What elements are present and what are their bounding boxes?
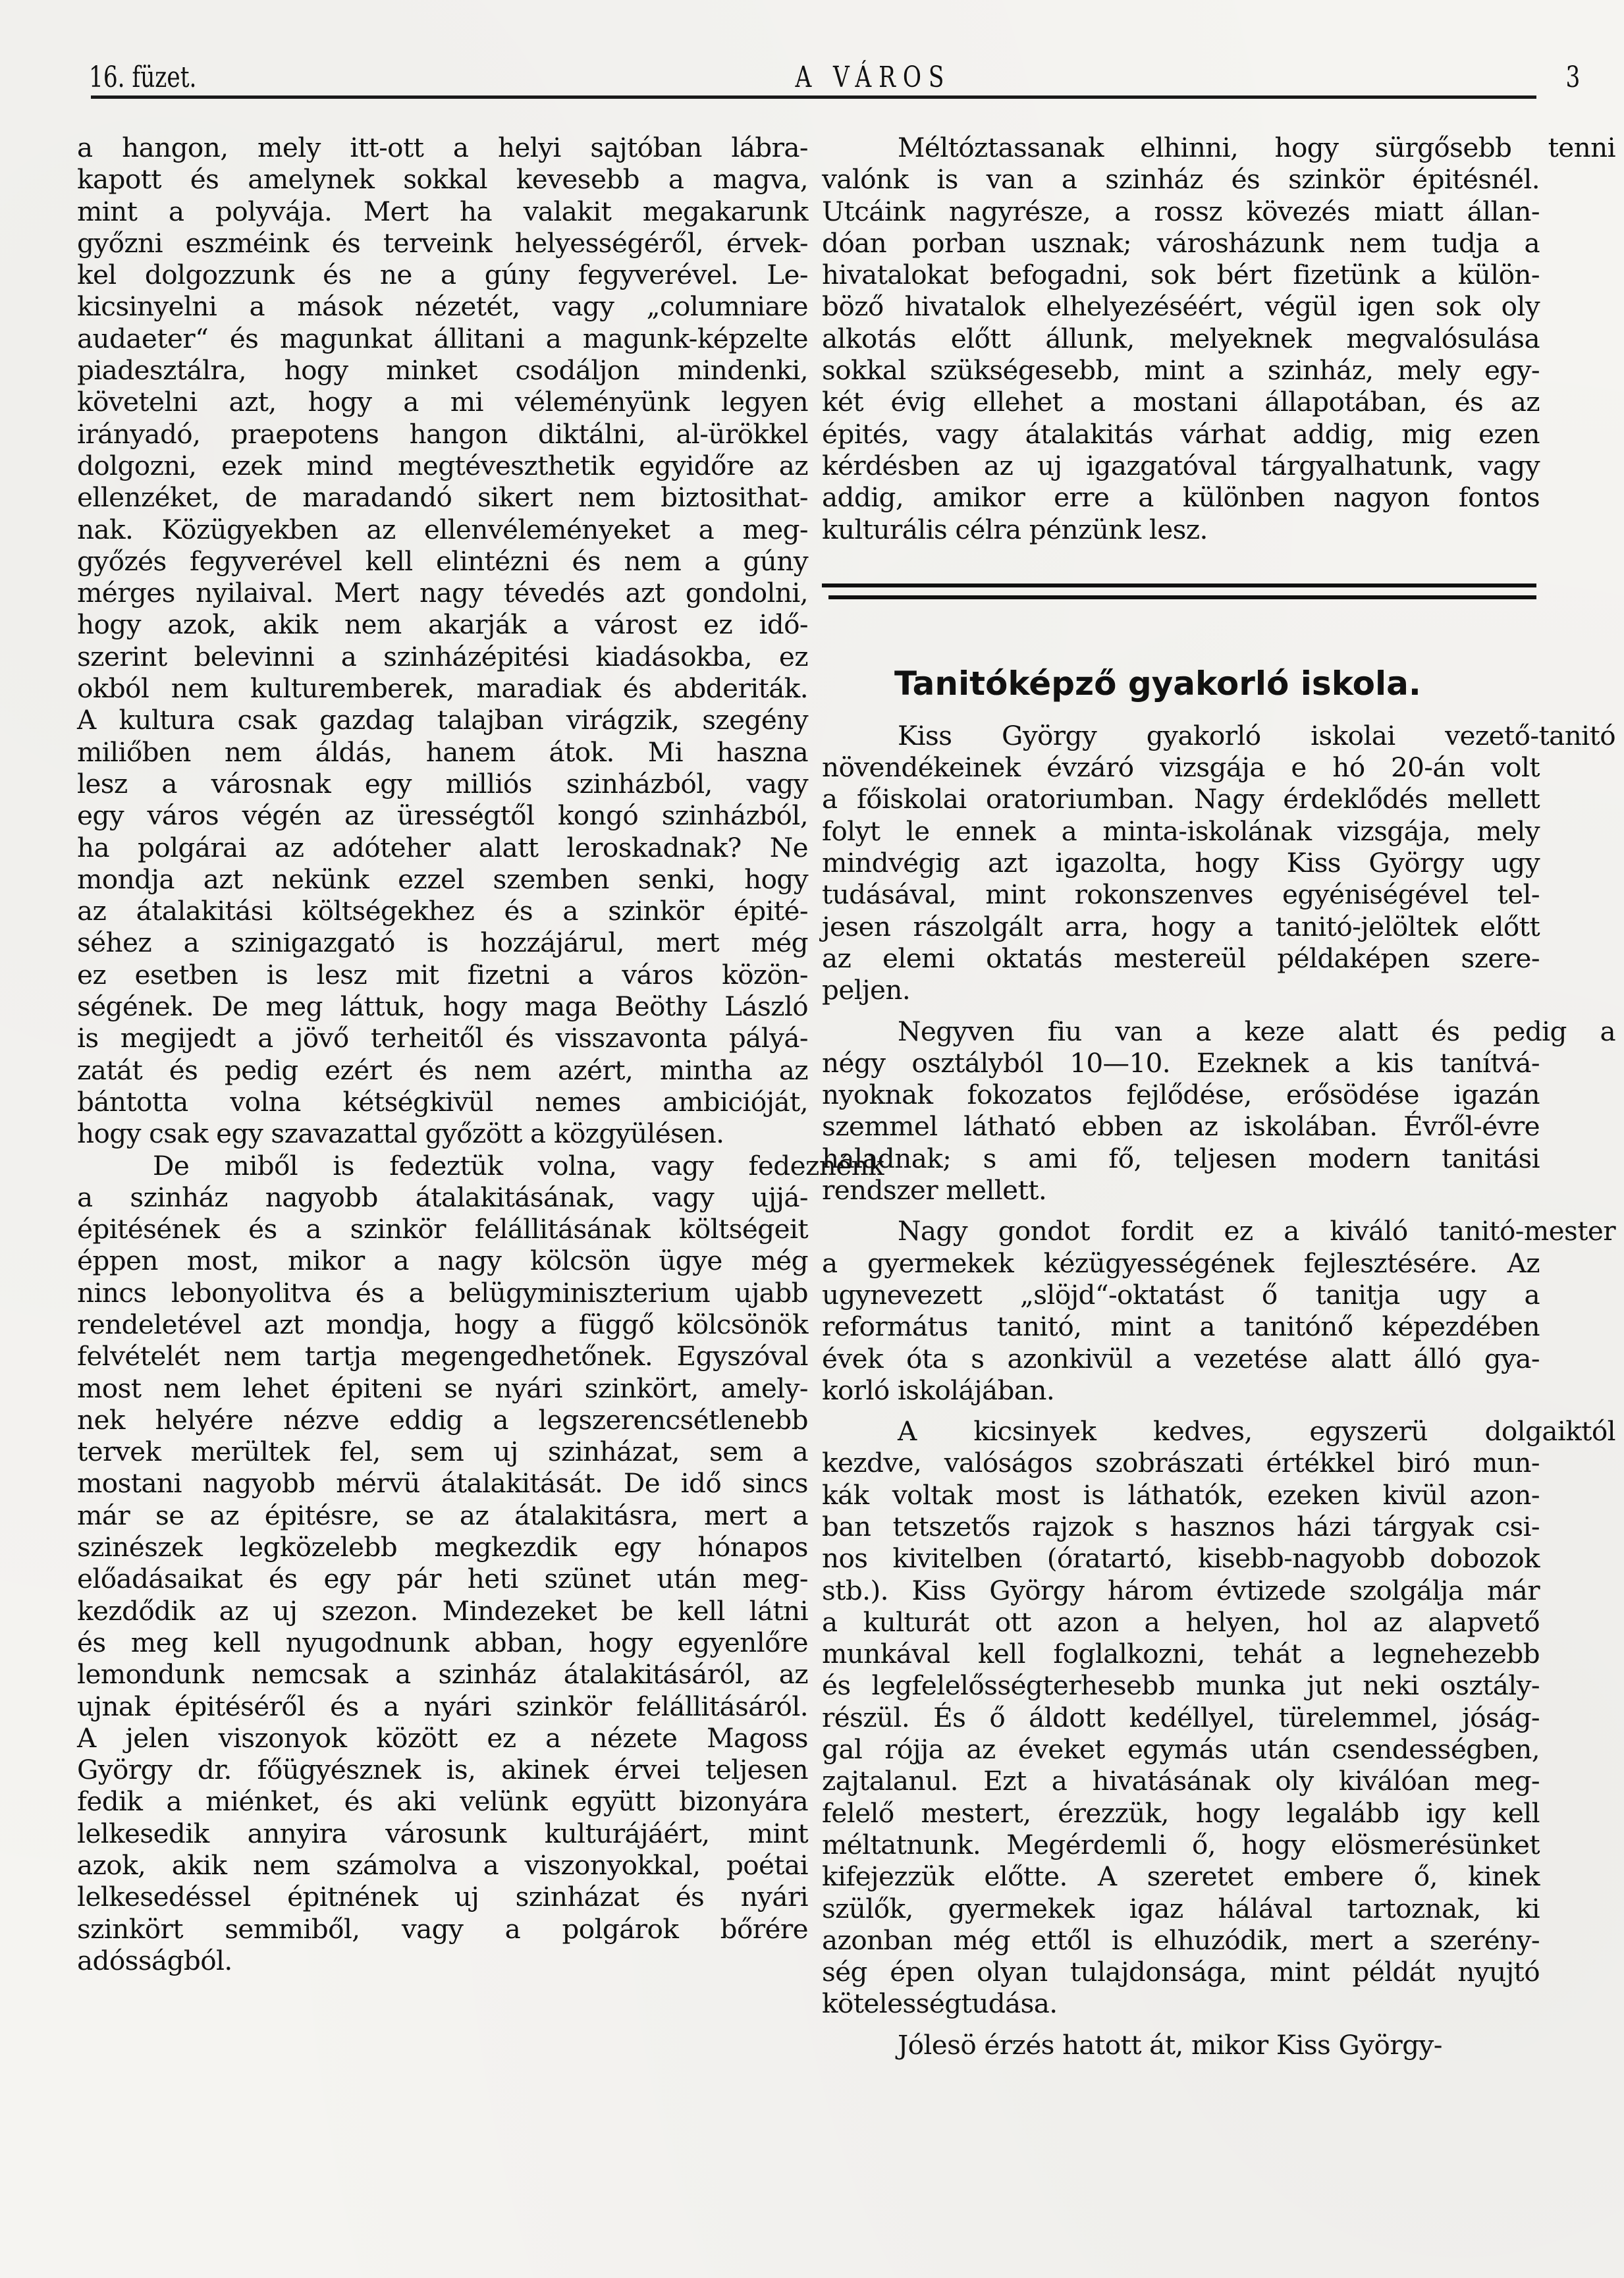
- text-line: irányadó, praepotens hangon diktálni, al-ürökkel: [77, 418, 808, 450]
- text-line: felvételét nem tartja megengedhetőnek. Egyszóval: [77, 1340, 808, 1372]
- text-line: szemmel látható ebben az iskolában. Évről-évre: [822, 1110, 1540, 1143]
- text-line: kák voltak most is láthatók, ezeken kivül azon-: [822, 1478, 1540, 1511]
- text-line: hivatalokat befogadni, sok bért fizetünk a külön-: [822, 259, 1540, 291]
- text-line: azok, akik nem számolva a viszonyokkal, poétai: [77, 1849, 808, 1882]
- text-line: egy város végén az ürességtől kongó szinházból,: [77, 800, 808, 832]
- text-line: a gyermekek kézügyességének fejlesztésére. Az: [822, 1247, 1540, 1279]
- text-line: kötelességtudása.: [822, 1988, 1058, 2020]
- text-line: munkával kell foglalkozni, tehát a legnehezebb: [822, 1638, 1540, 1670]
- header-rule: [91, 95, 1536, 99]
- text-line: haladnak; s ami fő, teljesen modern tanitási: [822, 1142, 1540, 1174]
- text-line: szinkört semmiből, vagy a polgárok bőrére: [77, 1912, 808, 1945]
- text-line: Jólesö érzés hatott át, mikor Kiss György-: [898, 2028, 1442, 2061]
- text-line: kifejezzük előtte. A szeretet embere ő, kinek: [822, 1860, 1540, 1893]
- text-line: A kultura csak gazdag talajban virágzik, szegény: [77, 704, 808, 736]
- text-line: rendeletével azt mondja, hogy a függő kölcsönök: [77, 1308, 808, 1340]
- text-line: folyt le ennek a minta-iskolának vizsgája, mely: [822, 815, 1540, 847]
- text-line: kicsinyelni a mások nézetét, vagy „columniare: [77, 290, 808, 323]
- section-divider: [822, 578, 1540, 624]
- text-line: piadesztálra, hogy minket csodáljon mindenki,: [77, 354, 808, 387]
- text-line: A kicsinyek kedves, egyszerü dolgaiktól: [898, 1415, 1615, 1448]
- text-line: valónk is van a szinház és szinkör épitésnél.: [822, 163, 1540, 196]
- text-line: kapott és amelynek sokkal kevesebb a magva,: [77, 163, 808, 196]
- paragraph: [822, 719, 1615, 1006]
- text-line: sokkal szükségesebb, mint a szinház, mely egy-: [822, 354, 1540, 387]
- text-line: a szinház nagyobb átalakitásának, vagy ujjá-: [77, 1181, 808, 1213]
- paragraph: [77, 132, 808, 1150]
- text-line: Negyven fiu van a keze alatt és pedig a: [898, 1015, 1615, 1047]
- text-line: nyoknak fokozatos fejlődése, erősödése igazán: [822, 1079, 1540, 1111]
- text-line: peljen.: [822, 974, 911, 1006]
- text-line: szerint belevinni a szinházépitési kiadásokba, ez: [77, 640, 808, 672]
- text-line: ugynevezett „slöjd“-oktatást ő tanitja ugy a: [822, 1278, 1540, 1311]
- text-line: dolgozni, ezek mind megtéveszthetik egyidőre az: [77, 449, 808, 481]
- text-line: alkotás előtt állunk, melyeknek megvalósulása: [822, 322, 1540, 354]
- text-line: szülők, gyermekek igaz hálával tartoznak, ki: [822, 1892, 1540, 1924]
- text-line: dóan porban usznak; városházunk nem tudja a: [822, 227, 1540, 259]
- text-line: már se az épitésre, se az átalakitásra, mert a: [77, 1499, 808, 1531]
- text-line: részül. És ő áldott kedéllyel, türelemmel, jóság-: [822, 1701, 1540, 1733]
- issue-number: 16. füzet.: [89, 61, 197, 94]
- section-heading: Tanitóképző gyakorló iskola.: [894, 664, 1421, 703]
- text-line: addig, amikor erre a különben nagyon fontos: [822, 481, 1540, 514]
- text-line: lelkesedéssel épitnének uj szinházat és nyári: [77, 1881, 808, 1913]
- text-line: korló iskolájában.: [822, 1374, 1055, 1406]
- text-line: hogy csak egy szavazattal győzött a közgyülésen.: [77, 1118, 724, 1150]
- text-line: miliőben nem áldás, hanem átok. Mi haszna: [77, 736, 808, 768]
- text-line: éppen most, mikor a nagy kölcsön ügye még: [77, 1245, 808, 1277]
- publication-title: A VÁROS: [795, 61, 952, 94]
- paragraph: [822, 1015, 1615, 1207]
- text-line: a főiskolai oratoriumban. Nagy érdeklődés mellett: [822, 783, 1540, 815]
- divider-line-top: [822, 583, 1536, 587]
- text-line: nos kivitelben (óratartó, kisebb-nagyobb dobozok: [822, 1542, 1540, 1575]
- text-line: lemondunk nemcsak a szinház átalakitásáról, az: [77, 1658, 808, 1691]
- text-line: nek helyére nézve eddig a legszerencsétlenebb: [77, 1403, 808, 1436]
- text-line: ujnak épitéséről és a nyári szinkör felállitásáról.: [77, 1690, 808, 1722]
- text-line: azonban még ettől is elhuzódik, mert a szerény-: [822, 1924, 1540, 1956]
- text-line: szinészek legközelebb megkezdik egy hónapos: [77, 1531, 808, 1563]
- text-line: méltatnunk. Megérdemli ő, hogy elösmerésünket: [822, 1828, 1540, 1860]
- text-line: mostani nagyobb mérvü átalakitását. De idő sincs: [77, 1467, 808, 1500]
- text-line: előadásaikat és egy pár heti szünet után meg-: [77, 1563, 808, 1595]
- text-line: felelő mestert, érezzük, hogy legalább igy kell: [822, 1797, 1540, 1829]
- paragraph: [77, 1149, 884, 1977]
- text-line: ellenzéket, de maradandó sikert nem biztosithat-: [77, 481, 808, 514]
- text-line: a hangon, mely itt-ott a helyi sajtóban lábra-: [77, 132, 808, 163]
- text-line: kezdődik az uj szezon. Mindezeket be kell látni: [77, 1594, 808, 1627]
- section-body: [822, 719, 1615, 2061]
- text-line: az elemi oktatás mestereül példaképen szere-: [822, 942, 1540, 974]
- page-number: 3: [1565, 61, 1581, 94]
- text-line: ban tetszetős rajzok s hasznos házi tárgyak csi-: [822, 1510, 1540, 1542]
- text-line: épités, vagy átalakitás várhat addig, mig ezen: [822, 418, 1540, 450]
- text-line: ségének. De meg láttuk, hogy maga Beöthy László: [77, 990, 808, 1023]
- text-line: ez esetben is lesz mit fizetni a város közön-: [77, 958, 808, 990]
- text-line: György dr. főügyésznek is, akinek érvei teljesen: [77, 1754, 808, 1786]
- text-line: jesen rászolgált arra, hogy a tanitó-jelöltek előtt: [822, 910, 1540, 942]
- text-line: Utcáink nagyrésze, a rossz kövezés miatt állan-: [822, 195, 1540, 227]
- text-line: mindvégig azt igazolta, hogy Kiss György ugy: [822, 847, 1540, 879]
- text-line: tervek merültek fel, sem uj szinházat, sem a: [77, 1436, 808, 1468]
- paragraph: [822, 1215, 1615, 1406]
- text-line: mondja azt nekünk ezzel szemben senki, hogy: [77, 863, 808, 895]
- text-line: stb.). Kiss György három évtizede szolgálja már: [822, 1574, 1540, 1606]
- text-line: nak. Közügyekben az ellenvéleményeket a meg-: [77, 513, 808, 545]
- text-line: ség épen olyan tulajdonsága, mint példát nyujtó: [822, 1956, 1540, 1988]
- text-line: nincs lebonyolitva és a belügyminiszterium ujabb: [77, 1276, 808, 1309]
- text-line: az átalakitási költségekhez és a szinkör épité-: [77, 895, 808, 927]
- text-line: győzés fegyverével kell elintézni és nem a gúny: [77, 545, 808, 577]
- text-line: okból nem kulturemberek, maradiak és abderiták.: [77, 672, 808, 705]
- text-line: épitésének és a szinkör felállitásának költségeit: [77, 1213, 808, 1245]
- text-line: mint a polyvája. Mert ha valakit megakarunk: [77, 195, 808, 227]
- text-line: lesz a városnak egy milliós szinházból, vagy: [77, 767, 808, 800]
- paragraph: [822, 1415, 1615, 2020]
- text-line: ha polgárai az adóteher alatt leroskadnak? Ne: [77, 831, 808, 863]
- divider-line-bottom: [828, 595, 1536, 599]
- text-line: református tanitó, mint a tanitónő képezdében: [822, 1311, 1540, 1343]
- text-line: győzni eszméink és terveink helyességéről, érvek-: [77, 227, 808, 259]
- text-line: Méltóztassanak elhinni, hogy sürgősebb tenni: [898, 132, 1615, 163]
- text-line: kezdve, valóságos szobrászati értékkel biró mun-: [822, 1447, 1540, 1479]
- text-line: adósságból.: [77, 1944, 232, 1976]
- text-line: Nagy gondot fordit ez a kiváló tanitó-mester: [898, 1215, 1615, 1247]
- text-line: tudásával, mint rokonszenves egyéniségével tel-: [822, 879, 1540, 911]
- paragraph: [822, 2029, 1540, 2061]
- text-line: is megijedt a jövő terheitől és visszavonta pályá-: [77, 1022, 808, 1054]
- text-line: kulturális célra pénzünk lesz.: [822, 513, 1208, 545]
- text-line: rendszer mellett.: [822, 1174, 1047, 1207]
- text-line: gal rójja az éveket egymás után csendességben,: [822, 1733, 1540, 1766]
- text-line: kérdésben az uj igazgatóval tárgyalhatunk, vagy: [822, 449, 1540, 481]
- text-line: és meg kell nyugodnunk abban, hogy egyenlőre: [77, 1626, 808, 1658]
- text-line: követelni azt, hogy a mi véleményünk legyen: [77, 386, 808, 418]
- text-line: és legfelelősségterhesebb munka jut neki osztály-: [822, 1669, 1540, 1702]
- text-line: bántotta volna kétségkivül nemes ambicióját,: [77, 1085, 808, 1118]
- text-line: zajtalanul. Ezt a hivatásának oly kiválóan meg-: [822, 1765, 1540, 1797]
- intro-paragraph: [822, 132, 1615, 545]
- paragraph-gap: [822, 1206, 1540, 1215]
- text-line: séhez a szinigazgató is hozzájárul, mert még: [77, 927, 808, 959]
- text-line: A jelen viszonyok között ez a nézete Magoss: [77, 1722, 808, 1754]
- right-column: [822, 132, 1615, 2061]
- text-line: növendékeinek évzáró vizsgája e hó 20-án volt: [822, 751, 1540, 784]
- text-line: évek óta s azonkivül a vezetése alatt álló gya-: [822, 1342, 1540, 1374]
- text-line: kel dolgozzunk és ne a gúny fegyverével. Le-: [77, 259, 808, 291]
- text-line: böző hivatalok elhelyezéséért, végül igen sok oly: [822, 290, 1540, 323]
- text-line: négy osztályból 10—10. Ezeknek a kis tanítvá-: [822, 1046, 1540, 1079]
- text-line: lelkesedik annyira városunk kulturájáért, mint: [77, 1817, 808, 1849]
- text-line: audaeter“ és magunkat állitani a magunk-képzelte: [77, 322, 808, 354]
- text-line: most nem lehet épiteni se nyári szinkört, amely-: [77, 1372, 808, 1404]
- text-line: hogy azok, akik nem akarják a várost ez idő-: [77, 609, 808, 641]
- text-line: két évig ellehet a mostani állapotában, és az: [822, 386, 1540, 418]
- text-line: a kulturát ott azon a helyen, hol az alapvető: [822, 1606, 1540, 1638]
- text-line: mérges nyilaival. Mert nagy tévedés azt gondolni,: [77, 577, 808, 609]
- text-line: De miből is fedeztük volna, vagy fedeznénk: [153, 1149, 884, 1181]
- paragraph-gap: [822, 1006, 1540, 1016]
- text-line: fedik a miénket, és aki velünk együtt bizonyára: [77, 1785, 808, 1818]
- paragraph-gap: [822, 1406, 1540, 1415]
- text-line: zatát és pedig ezért és nem azért, mintha az: [77, 1054, 808, 1086]
- running-header: [89, 53, 1581, 99]
- paragraph-gap: [822, 2020, 1540, 2029]
- text-line: Kiss György gyakorló iskolai vezető-tanitó: [898, 719, 1615, 751]
